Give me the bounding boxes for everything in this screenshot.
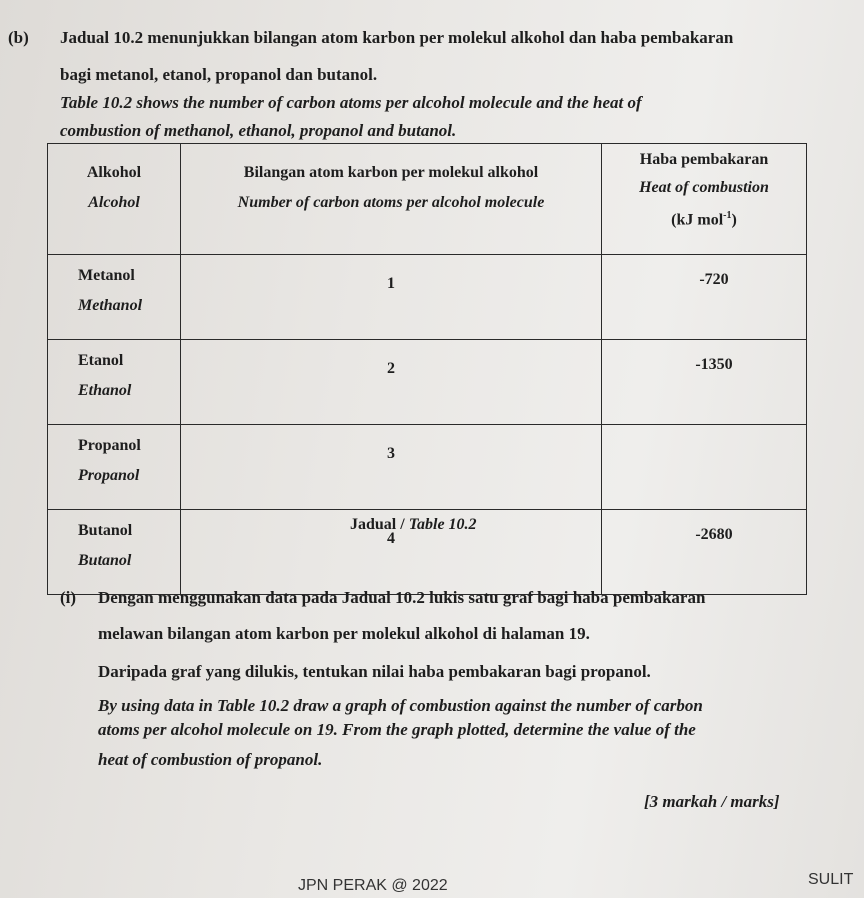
unit-text: (kJ mol bbox=[671, 211, 724, 229]
header-carbon-english: Number of carbon atoms per alcohol molecule bbox=[237, 194, 545, 211]
header-alcohol-malay: Alkohol bbox=[86, 164, 142, 181]
carbon-atoms-cell: 4 bbox=[181, 510, 602, 595]
part-b-malay-line1: Jadual 10.2 menunjukkan bilangan atom karbon per molekul alkohol dan haba pembakaran bbox=[60, 28, 734, 47]
heat-cell: -2680 bbox=[602, 510, 807, 595]
alcohol-cell bbox=[48, 510, 181, 595]
header-alcohol bbox=[48, 144, 181, 255]
header-carbon-malay: Bilangan atom karbon per molekul alkohol bbox=[243, 164, 539, 181]
alcohol-malay: Butanol bbox=[78, 522, 133, 539]
header-heat-english: Heat of combustion bbox=[639, 179, 769, 196]
heat-cell-empty bbox=[602, 425, 807, 510]
alcohol-cell bbox=[48, 340, 181, 425]
unit-close: ) bbox=[731, 211, 737, 229]
part-b-english-line1: Table 10.2 shows the number of carbon atoms per alcohol molecule and the heat of bbox=[60, 93, 642, 112]
alcohol-cell bbox=[48, 425, 181, 510]
table-row bbox=[48, 340, 807, 425]
table-row bbox=[48, 425, 807, 510]
header-heat bbox=[602, 144, 807, 255]
alcohol-malay: Propanol bbox=[78, 437, 141, 454]
marks-label: [3 markah / marks] bbox=[644, 792, 780, 811]
alcohol-malay: Etanol bbox=[78, 352, 124, 369]
alcohol-malay: Metanol bbox=[78, 267, 135, 284]
alcohol-cell bbox=[48, 255, 181, 340]
header-carbon-atoms bbox=[181, 144, 602, 255]
part-b-malay-line2: bagi metanol, etanol, propanol dan butanol. bbox=[60, 65, 378, 84]
alcohol-english: Butanol bbox=[78, 552, 132, 569]
footer-left: JPN PERAK @ 2022 bbox=[298, 877, 448, 894]
alcohol-english: Methanol bbox=[78, 297, 143, 314]
carbon-atoms-cell: 1 bbox=[181, 255, 602, 340]
part-i-english-line2: atoms per alcohol molecule on 19. From the graph plotted, determine the value of the bbox=[98, 720, 696, 739]
carbon-atoms-cell: 3 bbox=[181, 425, 602, 510]
heat-cell: -1350 bbox=[602, 340, 807, 425]
table-header-row bbox=[48, 144, 807, 255]
heat-cell: -720 bbox=[602, 255, 807, 340]
part-i-malay-line1: Dengan menggunakan data pada Jadual 10.2 lukis satu graf bagi haba pembakaran bbox=[98, 588, 706, 607]
table-caption bbox=[350, 516, 477, 534]
header-heat-unit bbox=[602, 202, 806, 234]
table-row bbox=[48, 255, 807, 340]
header-heat-malay: Haba pembakaran bbox=[639, 151, 769, 168]
part-i-english-line3: heat of combustion of propanol. bbox=[98, 750, 323, 769]
caption-malay: Jadual / bbox=[350, 516, 409, 533]
alcohol-english: Propanol bbox=[78, 467, 140, 484]
caption-english: Table 10.2 bbox=[408, 516, 477, 533]
part-i-malay-line3: Daripada graf yang dilukis, tentukan nilai haba pembakaran bagi propanol. bbox=[98, 662, 651, 681]
part-b-english-line2: combustion of methanol, ethanol, propanol and butanol. bbox=[60, 121, 457, 140]
alcohol-english: Ethanol bbox=[78, 382, 132, 399]
footer-right: SULIT bbox=[808, 871, 854, 888]
unit-superscript: -1 bbox=[723, 210, 732, 221]
carbon-atoms-cell: 2 bbox=[181, 340, 602, 425]
part-b-label: (b) bbox=[8, 28, 29, 47]
part-i-malay-line2: melawan bilangan atom karbon per molekul alkohol di halaman 19. bbox=[98, 624, 590, 643]
part-i-label: (i) bbox=[60, 588, 77, 607]
header-alcohol-english: Alcohol bbox=[88, 194, 140, 211]
part-i-english-line1: By using data in Table 10.2 draw a graph of combustion against the number of carbon bbox=[98, 696, 703, 715]
